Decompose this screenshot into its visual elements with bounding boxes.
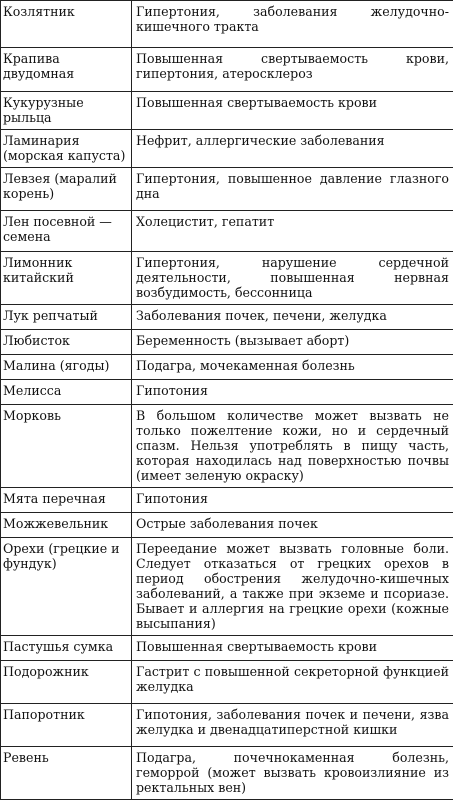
table-row	[1, 252, 453, 305]
plant-name: Малина (ягоды)	[1, 355, 132, 380]
contraindication: Беременность (вызывает аборт)	[132, 330, 453, 355]
table-row	[1, 168, 453, 211]
plant-name: Можжевельник	[1, 513, 132, 538]
table-row	[1, 1, 453, 48]
table-row	[1, 704, 453, 747]
table-row	[1, 330, 453, 355]
contraindication: Гипертония, повышенное давление глазного дна	[132, 168, 453, 211]
plant-name: Козлятник	[1, 1, 132, 48]
table-row	[1, 48, 453, 92]
table-row	[1, 747, 453, 800]
plant-name: Пастушья сумка	[1, 636, 132, 661]
plant-name: Ламинария (морская капуста)	[1, 130, 132, 168]
contraindication: Повышенная свертываемость крови	[132, 92, 453, 130]
table-row	[1, 130, 453, 168]
table-row	[1, 305, 453, 330]
table-row	[1, 661, 453, 704]
table-row	[1, 405, 453, 488]
plant-name: Морковь	[1, 405, 132, 488]
contraindication: Заболевания почек, печени, желудка	[132, 305, 453, 330]
contraindication: Холецистит, гепатит	[132, 211, 453, 252]
plant-name: Лимонник китайский	[1, 252, 132, 305]
table-row	[1, 513, 453, 538]
plant-name: Мелисса	[1, 380, 132, 405]
contraindication: Гипотония	[132, 488, 453, 513]
contraindication: В большом количестве может вызвать не только пожелтение кожи, но и сердечный спазм. Нельзя употреблять в пищу часть, которая находилась над поверхностью почвы (имеет зеленую окраску)	[132, 405, 453, 488]
plant-name: Лук репчатый	[1, 305, 132, 330]
contraindication: Гипертония, заболевания желудочно-кишечного тракта	[132, 1, 453, 48]
plant-name: Ревень	[1, 747, 132, 800]
contraindication: Повышенная свертываемость крови	[132, 636, 453, 661]
contraindication: Острые заболевания почек	[132, 513, 453, 538]
plant-name: Подорожник	[1, 661, 132, 704]
contraindication: Переедание может вызвать головные боли. Следует отказаться от грецких орехов в период обострения желудочно-кишечных заболеваний, а также при экземе и псориазе. Бывает и аллергия на грецкие орехи (кожные высыпания)	[132, 538, 453, 636]
plant-name: Орехи (грецкие и фундук)	[1, 538, 132, 636]
plant-name: Кукурузные рыльца	[1, 92, 132, 130]
table-row	[1, 380, 453, 405]
contraindication: Подагра, мочекаменная болезнь	[132, 355, 453, 380]
table-row	[1, 92, 453, 130]
plant-name: Папоротник	[1, 704, 132, 747]
plant-name: Любисток	[1, 330, 132, 355]
plant-name: Левзея (маралий корень)	[1, 168, 132, 211]
contraindication: Гипотония	[132, 380, 453, 405]
contraindication: Подагра, почечнокаменная болезнь, геморрой (может вызвать кровоизлияние из ректальных вен)	[132, 747, 453, 800]
table-row	[1, 636, 453, 661]
contraindication: Гипертония, нарушение сердечной деятельности, повышенная нервная возбудимость, бессонница	[132, 252, 453, 305]
table-row	[1, 538, 453, 636]
table-body	[1, 1, 453, 800]
plant-name: Лен посевной — семена	[1, 211, 132, 252]
table-row	[1, 488, 453, 513]
table-row	[1, 211, 453, 252]
table-row	[1, 355, 453, 380]
plant-name: Мята перечная	[1, 488, 132, 513]
contraindication: Гастрит с повышенной секреторной функцией желудка	[132, 661, 453, 704]
plant-name: Крапива двудомная	[1, 48, 132, 92]
contraindication: Гипотония, заболевания почек и печени, язва желудка и двенадцатиперстной кишки	[132, 704, 453, 747]
contraindication: Нефрит, аллергические заболевания	[132, 130, 453, 168]
contraindication: Повышенная свертываемость крови, гипертония, атеросклероз	[132, 48, 453, 92]
